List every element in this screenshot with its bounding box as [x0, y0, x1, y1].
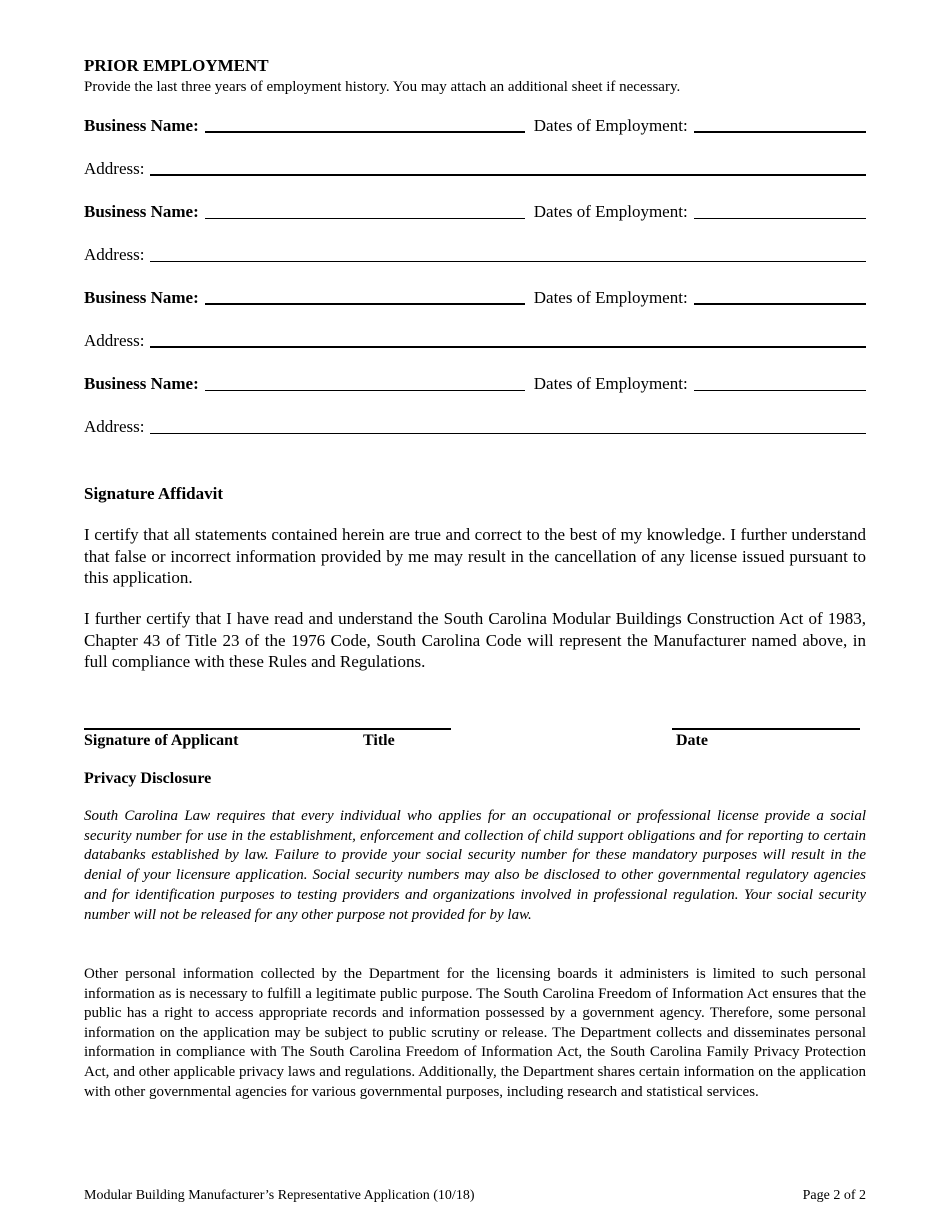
business-name-field[interactable] — [205, 389, 525, 391]
affidavit-paragraph-2: I further certify that I have read and understand the South Carolina Modular Buildings Construction Act of 1983, Chapter 43 of Title 23 of the 1976 Code, South Carolina Code will represent the Manufacturer named above, in full compliance with these Rules and Regulations. — [84, 609, 866, 671]
business-name-label: Business Name: — [84, 116, 199, 135]
address-field[interactable] — [150, 432, 866, 434]
date-label: Date — [676, 732, 708, 749]
signature-affidavit-heading: Signature Affidavit — [84, 484, 224, 503]
address-field[interactable] — [150, 260, 866, 262]
dates-of-employment-field[interactable] — [694, 130, 866, 133]
dates-of-employment-label: Dates of Employment: — [533, 374, 688, 393]
business-name-label: Business Name: — [84, 202, 199, 221]
address-row-4 — [84, 417, 866, 437]
footer-form-title: Modular Building Manufacturer’s Representative Application (10/18) — [84, 1188, 475, 1203]
dates-of-employment-label: Dates of Employment: — [533, 202, 688, 221]
dates-of-employment-field[interactable] — [694, 389, 866, 391]
employment-row-4 — [84, 374, 866, 394]
address-label: Address: — [84, 331, 145, 350]
prior-employment-section — [84, 56, 866, 96]
privacy-italic-paragraph: South Carolina Law requires that every individual who applies for an occupational or professional license provide a social security number for use in the establishment, enforcement and collection of child support obligations and for reporting to certain databanks established by law. Failure to provide your social security number for these mandatory purposes will result in the denial of your licensure application. Social security numbers may also be disclosed to other governmental regulatory agencies and for identification purposes to testing providers and organizations involved in professional regulation. Your social security number will not be released for any other purpose not provided for by law. — [84, 808, 866, 923]
affidavit-paragraph-1: I certify that all statements contained herein are true and correct to the best of my knowledge. I further understand that false or incorrect information provided by me may result in the cancellation of any license issued pursuant to this application. — [84, 525, 866, 587]
dates-of-employment-field[interactable] — [694, 302, 866, 305]
address-field[interactable] — [150, 173, 866, 176]
signature-title-line[interactable] — [84, 728, 451, 730]
address-label: Address: — [84, 159, 145, 178]
business-name-label: Business Name: — [84, 288, 199, 307]
dates-of-employment-label: Dates of Employment: — [533, 116, 688, 135]
dates-of-employment-label: Dates of Employment: — [533, 288, 688, 307]
address-row-2 — [84, 245, 866, 265]
address-label: Address: — [84, 245, 145, 264]
privacy-paragraph: Other personal information collected by the Department for the licensing boards it administers is limited to such personal information as is necessary to fulfill a legitimate public purpose. The South Carolina Freedom of Information Act ensures that the public has a right to access appropriate records and information possessed by a government agency. Therefore, some personal information on the application may be subject to public scrutiny or release. The Department collects and disseminates personal information in compliance with The South Carolina Freedom of Information Act, the South Carolina Family Privacy Protection Act, and other applicable privacy laws and regulations. Additionally, the Department shares certain information on the application with other governmental agencies for various governmental purposes, including research and statistical services. — [84, 966, 866, 1100]
employment-row-3 — [84, 288, 866, 308]
employment-row-1 — [84, 116, 866, 136]
address-row-3 — [84, 331, 866, 351]
address-field[interactable] — [150, 345, 866, 348]
section-heading: PRIOR EMPLOYMENT — [84, 56, 269, 75]
dates-of-employment-field[interactable] — [694, 217, 866, 219]
signature-of-applicant-label: Signature of Applicant — [84, 732, 239, 749]
section-intro: Provide the last three years of employment history. You may attach an additional sheet if necessary. — [84, 79, 681, 95]
footer-page-number: Page 2 of 2 — [802, 1188, 866, 1203]
address-row-1 — [84, 159, 866, 179]
employment-row-2 — [84, 202, 866, 222]
privacy-disclosure-heading: Privacy Disclosure — [84, 770, 212, 787]
date-line[interactable] — [672, 728, 860, 730]
title-label: Title — [363, 732, 395, 749]
business-name-field[interactable] — [205, 130, 525, 133]
business-name-field[interactable] — [205, 217, 525, 219]
business-name-field[interactable] — [205, 302, 525, 305]
address-label: Address: — [84, 417, 145, 436]
business-name-label: Business Name: — [84, 374, 199, 393]
